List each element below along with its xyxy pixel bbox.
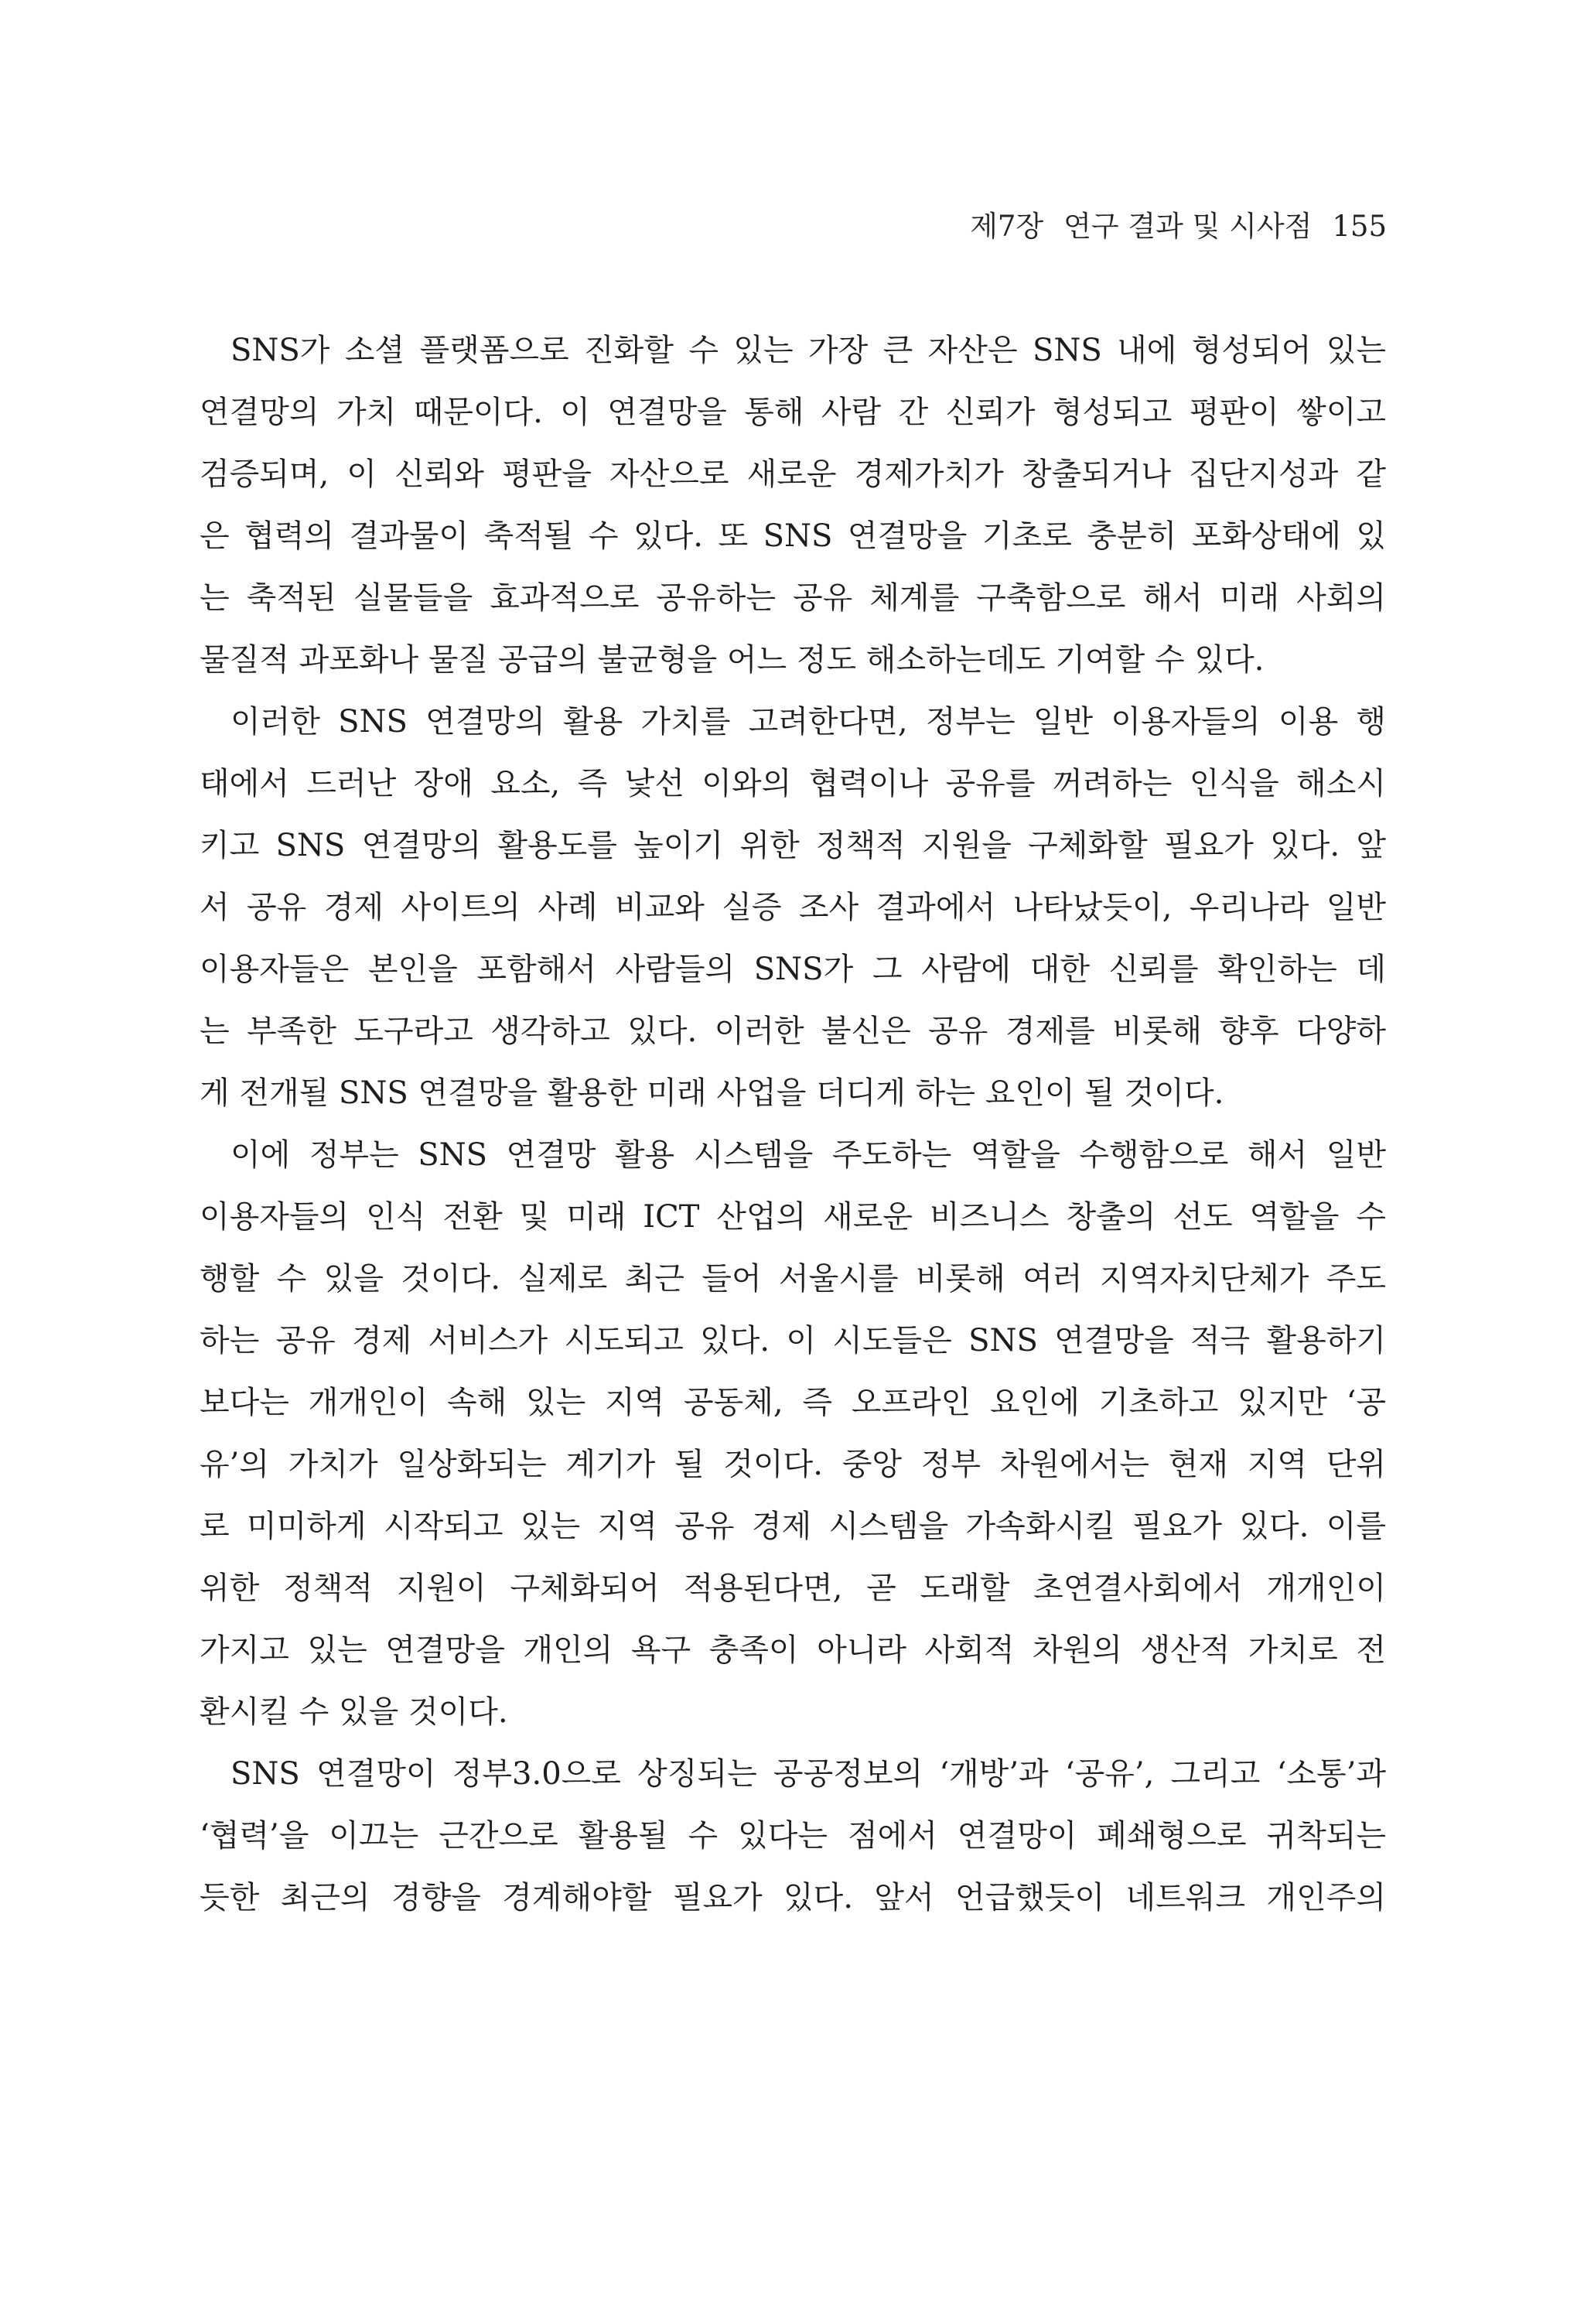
text-line: 듯한 최근의 경향을 경계해야할 필요가 있다. 앞서 언급했듯이 네트워크 개인주의 bbox=[200, 1880, 1386, 1916]
text-line: 태에서 드러난 장애 요소, 즉 낯선 이와의 협력이나 공유를 꺼려하는 인식을 해소시 bbox=[200, 766, 1386, 801]
text-line: 유’의 가치가 일상화되는 계기가 될 것이다. 중앙 정부 차원에서는 현재 지역 단위 bbox=[200, 1447, 1386, 1482]
text-line: ‘협력’을 이끄는 근간으로 활용될 수 있다는 점에서 연결망이 폐쇄형으로 귀착되는 bbox=[200, 1818, 1386, 1854]
text-line: 은 협력의 결과물이 축적될 수 있다. 또 SNS 연결망을 기초로 충분히 포화상태에 있 bbox=[200, 518, 1386, 554]
body-text bbox=[200, 320, 1386, 1929]
text-line: 는 축적된 실물들을 효과적으로 공유하는 공유 체계를 구축함으로 해서 미래 사회의 bbox=[200, 580, 1386, 616]
chapter-title: 연구 결과 및 시사점 bbox=[1063, 210, 1313, 243]
text-line: 이용자들은 본인을 포함해서 사람들의 SNS가 그 사람에 대한 신뢰를 확인하는 데 bbox=[200, 952, 1386, 987]
text-line: 서 공유 경제 사이트의 사례 비교와 실증 조사 결과에서 나타났듯이, 우리나라 일반 bbox=[200, 890, 1386, 925]
text-line: 이용자들의 인식 전환 및 미래 ICT 산업의 새로운 비즈니스 창출의 선도 역할을 수 bbox=[200, 1199, 1386, 1235]
text-line: 위한 정책적 지원이 구체화되어 적용된다면, 곧 도래할 초연결사회에서 개개인이 bbox=[200, 1570, 1386, 1606]
text-line: 환시킬 수 있을 것이다. bbox=[200, 1694, 508, 1730]
text-line: 가지고 있는 연결망을 개인의 욕구 충족이 아니라 사회적 차원의 생산적 가치로 전 bbox=[200, 1632, 1386, 1668]
text-line: 게 전개될 SNS 연결망을 활용한 미래 사업을 더디게 하는 요인이 될 것이다. bbox=[200, 1075, 1224, 1111]
text-line: 키고 SNS 연결망의 활용도를 높이기 위한 정책적 지원을 구체화할 필요가 있다. 앞 bbox=[200, 828, 1386, 863]
text-line: 행할 수 있을 것이다. 실제로 최근 들어 서울시를 비롯해 여러 지역자치단체가 주도 bbox=[200, 1261, 1386, 1297]
text-line: SNS가 소셜 플랫폼으로 진화할 수 있는 가장 큰 자산은 SNS 내에 형성되어 있는 bbox=[230, 333, 1386, 368]
chapter-label: 제7장 bbox=[970, 210, 1044, 243]
text-line: 하는 공유 경제 서비스가 시도되고 있다. 이 시도들은 SNS 연결망을 적극 활용하기 bbox=[200, 1323, 1386, 1359]
text-line: 물질적 과포화나 물질 공급의 불균형을 어느 정도 해소하는데도 기여할 수 있다. bbox=[200, 642, 1265, 678]
text-line: 연결망의 가치 때문이다. 이 연결망을 통해 사람 간 신뢰가 형성되고 평판이 쌓이고 bbox=[200, 395, 1386, 430]
text-line: 보다는 개개인이 속해 있는 지역 공동체, 즉 오프라인 요인에 기초하고 있지만 ‘공 bbox=[200, 1385, 1386, 1420]
text-line: SNS 연결망이 정부3.0으로 상징되는 공공정보의 ‘개방’과 ‘공유’, 그리고 ‘소통’과 bbox=[230, 1756, 1386, 1792]
text-line: 검증되며, 이 신뢰와 평판을 자산으로 새로운 경제가치가 창출되거나 집단지성과 같 bbox=[200, 456, 1386, 492]
page-number: 155 bbox=[1332, 210, 1387, 243]
text-line: 이러한 SNS 연결망의 활용 가치를 고려한다면, 정부는 일반 이용자들의 이용 행 bbox=[230, 704, 1386, 740]
running-header bbox=[970, 207, 1387, 246]
text-line: 이에 정부는 SNS 연결망 활용 시스템을 주도하는 역할을 수행함으로 해서 일반 bbox=[230, 1137, 1386, 1173]
text-line: 로 미미하게 시작되고 있는 지역 공유 경제 시스템을 가속화시킬 필요가 있다. 이를 bbox=[200, 1509, 1386, 1544]
text-line: 는 부족한 도구라고 생각하고 있다. 이러한 불신은 공유 경제를 비롯해 향후 다양하 bbox=[200, 1013, 1386, 1049]
